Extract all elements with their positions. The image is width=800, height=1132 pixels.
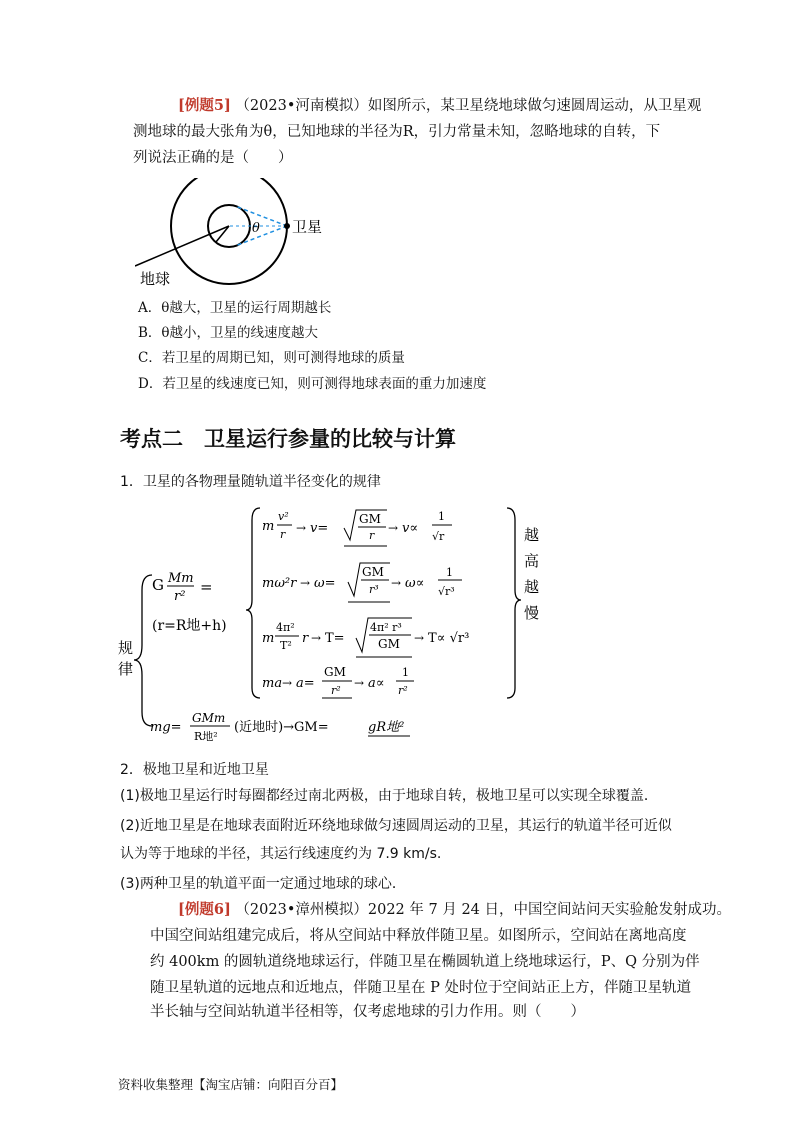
row1-sqrtr: √r <box>432 530 445 543</box>
example5-line2: 测地球的最大张角为θ，已知地球的半径为R，引力常量未知，忽略地球的自转，下 <box>133 124 661 140</box>
example5-tag: [例题5] <box>178 97 231 114</box>
row3-T: T= <box>325 631 345 646</box>
row3-GM: GM <box>378 637 400 651</box>
para3: (3)两种卫星的轨道平面一定通过地球的球心． <box>120 876 406 892</box>
row2-omega: ω= <box>314 576 336 591</box>
row2-sqrtr3: √r³ <box>438 585 455 598</box>
Mm-num: Mm <box>168 571 194 586</box>
bottom-mg: mg= <box>150 720 182 735</box>
row2-arrow2: → <box>391 576 402 590</box>
row3-m: m <box>262 631 275 646</box>
bottom-num: GMm <box>192 711 226 725</box>
row1-r2: r <box>369 529 375 542</box>
item2-heading: 2．极地卫星和近地卫星 <box>120 762 269 778</box>
row2-lhs: mω²r <box>262 576 297 591</box>
para2a: (2)近地卫星是在地球表面附近环绕地球做匀速圆周运动的卫星，其运行的轨道半径可近似 <box>120 818 672 834</box>
section-title: 考点二 卫星运行参量的比较与计算 <box>120 427 456 451</box>
row1-arrow2: → <box>388 521 399 535</box>
example6-line1 <box>178 898 731 922</box>
theta-label: θ <box>252 221 260 236</box>
row2-r3: r³ <box>369 583 379 596</box>
condition: (r=R地+h) <box>152 618 227 634</box>
orbit-figure <box>135 178 355 290</box>
row2-GM: GM <box>362 565 384 579</box>
row4-prop: a∝ <box>368 676 385 691</box>
satellite-dot <box>284 223 290 229</box>
right-label-3: 越 <box>524 578 540 596</box>
option-d: D．若卫星的线速度已知，则可测得地球表面的重力加速度 <box>138 376 487 392</box>
example6-line3: 约 400km 的圆轨道绕地球运行，伴随卫星在椭圆轨道上绕地球运行，P、Q 分别为伴 <box>150 954 700 970</box>
example6-line5: 半长轴与空间站轨道半径相等，仅考虑地球的引力作用。则（ ） <box>150 1004 585 1020</box>
example5-text1: 如图所示，某卫星绕地球做匀速圆周运动，从卫星观 <box>367 98 702 114</box>
example5-line1 <box>178 94 701 118</box>
right-label-2: 高 <box>524 552 540 570</box>
row3-num2: 4π² r³ <box>370 621 402 634</box>
footer: 资料收集整理【淘宝店铺：向阳百分百】 <box>118 1077 344 1092</box>
example5-line3: 列说法正确的是（ ） <box>133 150 293 166</box>
item1-heading: 1．卫星的各物理量随轨道半径变化的规律 <box>120 474 381 490</box>
row4-GM: GM <box>324 665 346 679</box>
right-brace <box>507 508 521 698</box>
row3-prop: T∝ √r³ <box>428 631 470 646</box>
row4-ma: ma <box>262 676 283 691</box>
satellite-label: 卫星 <box>292 218 323 236</box>
row1-r: r <box>280 528 286 541</box>
row1-one: 1 <box>438 510 445 523</box>
example6-text1: （2023•漳州模拟）2022 年 7 月 24 日，中国空间站问天实验舱发射成功。 <box>235 902 731 918</box>
row4-arrow2: → <box>354 676 365 690</box>
row1-prop: v∝ <box>402 521 419 536</box>
row4-one: 1 <box>402 666 409 679</box>
row3-arrow2: → <box>414 631 425 645</box>
left-label-1: 规 <box>118 639 134 657</box>
example5-source: （2023•河南模拟） <box>235 98 368 114</box>
option-c: C．若卫星的周期已知，则可测得地球的质量 <box>138 350 405 366</box>
row4-a: a= <box>296 676 315 691</box>
row1-v: v= <box>310 521 329 536</box>
option-b: B．θ越小，卫星的线速度越大 <box>138 325 319 341</box>
row2-prop: ω∝ <box>405 576 425 591</box>
row3-r: r <box>302 631 309 646</box>
r2-den: r² <box>174 589 186 604</box>
row3-T2: T² <box>280 639 292 652</box>
row1-v2: v² <box>278 510 289 523</box>
row2-one: 1 <box>446 566 453 579</box>
equals: = <box>200 578 213 596</box>
bottom-cond: (近地时)→GM= <box>234 720 329 735</box>
para2b: 认为等于地球的半径，其运行线速度约为 7.9 km/s. <box>120 846 442 862</box>
option-a: A．θ越大，卫星的运行周期越长 <box>138 300 332 316</box>
row1-arrow: → <box>296 521 307 535</box>
right-label-4: 慢 <box>524 604 540 622</box>
bottom-gR: gR地² <box>368 720 405 735</box>
row1-GM: GM <box>359 512 381 526</box>
formula-diagram <box>112 500 552 745</box>
satellite-orbit <box>171 178 287 284</box>
row4-arrow: → <box>282 676 293 690</box>
row4-r2b: r² <box>398 684 408 697</box>
earth-label: 地球 <box>140 270 171 288</box>
bottom-den: R地² <box>194 730 218 743</box>
example6-line2: 中国空间站组建完成后，将从空间站中释放伴随卫星。如图所示，空间站在离地高度 <box>150 928 687 944</box>
left-brace <box>134 575 152 726</box>
row4-r2: r² <box>331 684 341 697</box>
middle-brace <box>246 508 260 698</box>
example6-line4: 随卫星轨道的远地点和近地点，伴随卫星在 P 处时位于空间站正上方，伴随卫星轨道 <box>150 980 691 996</box>
row1-lhs: m <box>262 519 275 534</box>
right-label-1: 越 <box>524 526 540 544</box>
row3-arrow: → <box>311 631 322 645</box>
row2-arrow: → <box>300 576 311 590</box>
G-symbol: G <box>152 576 164 594</box>
example6-tag: [例题6] <box>178 901 231 918</box>
left-label-2: 律 <box>118 660 134 678</box>
row3-num: 4π² <box>276 621 295 634</box>
para1: (1)极地卫星运行时每圈都经过南北两极，由于地球自转，极地卫星可以实现全球覆盖． <box>120 788 658 804</box>
